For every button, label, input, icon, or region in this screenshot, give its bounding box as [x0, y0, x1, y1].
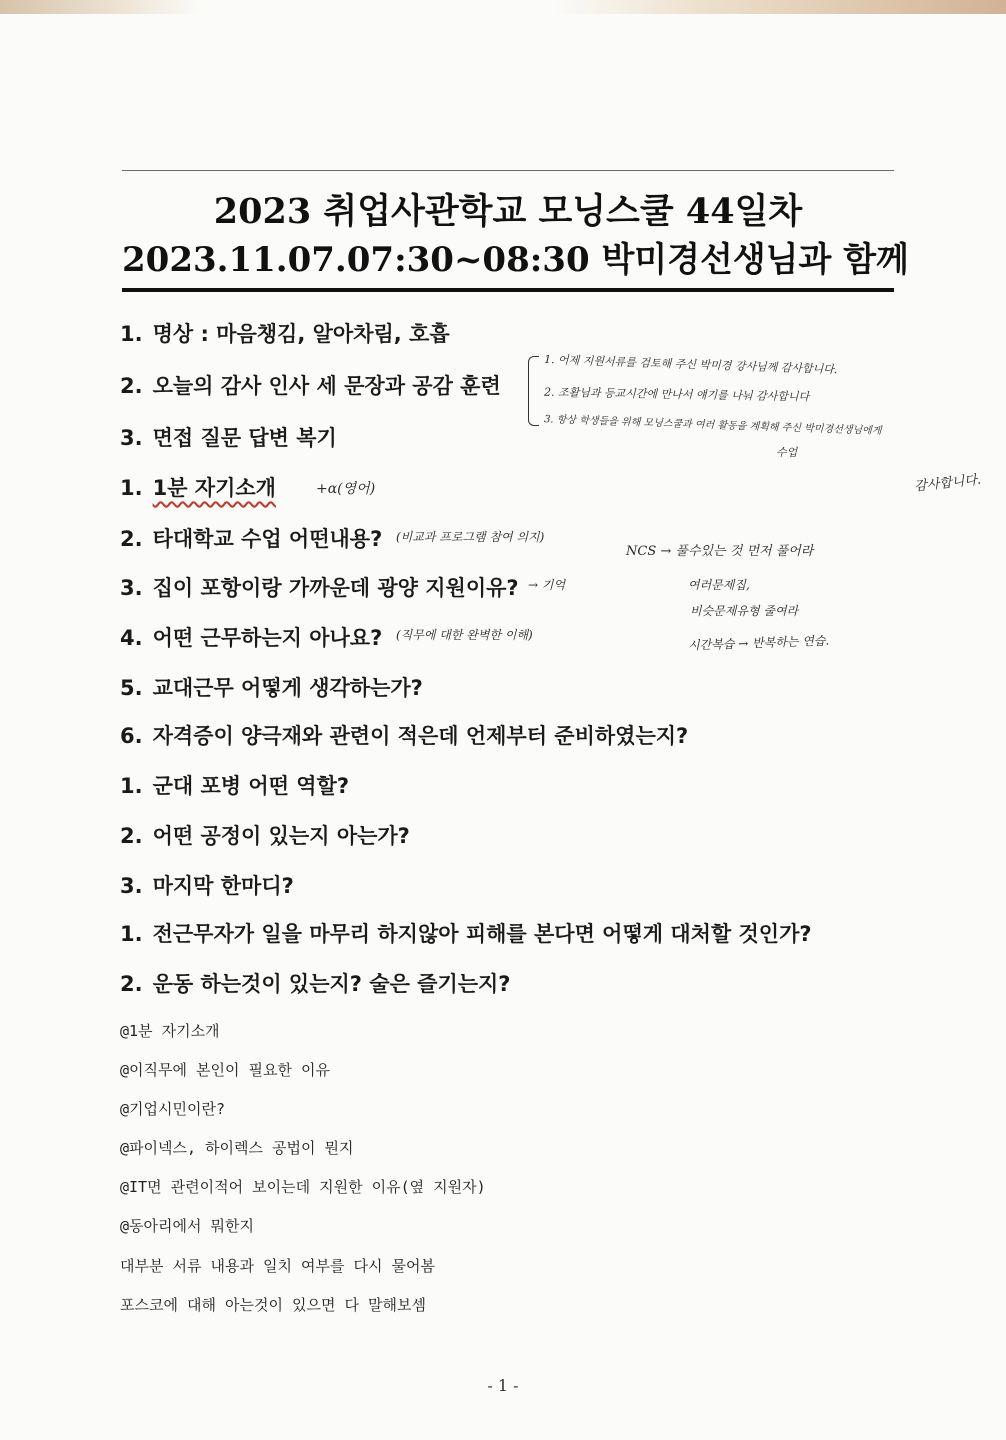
handwritten-brace — [528, 356, 539, 426]
handwritten-ncs-3: 비슷문제유형 줄여라 — [690, 604, 799, 618]
header-bottom-rule — [122, 288, 894, 292]
question-item: 2. 타대학교 수업 어떤내용? — [120, 527, 383, 551]
header-top-rule — [122, 170, 894, 171]
paper-edge-shadow — [0, 0, 1006, 14]
question-item: 1. 군대 포병 어떤 역할? — [120, 774, 349, 798]
note-line: 대부분 서류 내용과 일치 여부를 다시 물어봄 — [120, 1257, 436, 1275]
question-item: 4. 어떤 근무하는지 아나요? — [120, 626, 383, 650]
document-subtitle: 2023.11.07.07:30~08:30 박미경선생님과 함께 — [122, 240, 909, 280]
question-item: 6. 자격증이 양극재와 관련이 적은데 언제부터 준비하였는지? — [120, 724, 689, 748]
page-number: - 1 - — [487, 1376, 519, 1395]
handwritten-gratitude-2: 2. 조활님과 등교시간에 만나서 얘기를 나눠 감사합니다 — [543, 385, 810, 404]
handwritten-note-q2: (비교과 프로그램 참여 의지) — [396, 530, 545, 544]
question-item: 5. 교대근무 어떻게 생각하는가? — [120, 676, 423, 700]
question-item: 3. 집이 포항이랑 가까운데 광양 지원이유? — [120, 576, 519, 600]
handwritten-gratitude-1: 1. 어제 지원서류를 검토해 주신 박미경 강사님께 감사합니다. — [543, 352, 838, 377]
question-item: 2. 어떤 공정이 있는지 아는가? — [120, 824, 410, 848]
handwritten-ncs-2: 여러문제집, — [688, 578, 750, 592]
handwritten-note-q4: (직무에 대한 완벽한 이해) — [396, 628, 533, 642]
handwritten-ncs-1: NCS → 풀수있는 것 먼저 풀어라 — [626, 544, 814, 559]
handwritten-ncs-4: 시간복습 → 반복하는 연습. — [687, 633, 830, 653]
note-line: @기업시민이란? — [120, 1100, 226, 1118]
handwritten-self-intro-note: +α(영어) — [316, 481, 376, 497]
question-item: 3. 마지막 한마디? — [120, 874, 294, 898]
note-line: @이직무에 본인이 필요한 이유 — [120, 1061, 331, 1079]
question-item: 1. 전근무자가 일을 마무리 하지않아 피해를 본다면 어떻게 대처할 것인가? — [120, 922, 812, 946]
handwritten-gratitude-3: 3. 항상 학생들을 위해 모닝스쿨과 여러 활동을 계획해 주신 박미경선생님에게 — [543, 414, 882, 437]
agenda-item-gratitude: 2. 오늘의 감사 인사 세 문장과 공감 훈련 — [120, 374, 501, 398]
agenda-item-interview-review: 3. 면접 질문 답변 복기 — [120, 426, 337, 450]
document-title: 2023 취업사관학교 모닝스쿨 44일차 — [213, 191, 803, 232]
handwritten-note-q3: → 기억 — [528, 578, 566, 592]
handwritten-gratitude-3-insert: 수업 — [776, 446, 798, 459]
agenda-item-meditation: 1. 명상 : 마음챙김, 알아차림, 호흡 — [120, 322, 450, 346]
note-line: @IT면 관련이적어 보이는데 지원한 이유(옆 지원자) — [120, 1178, 486, 1196]
question-item: 1. 1분 자기소개 — [120, 476, 276, 500]
note-line: 포스코에 대해 아는것이 있으면 다 말해보셈 — [120, 1296, 426, 1314]
question-item: 2. 운동 하는것이 있는지? 술은 즐기는지? — [120, 972, 511, 996]
note-line: @1분 자기소개 — [120, 1022, 220, 1040]
handwritten-gratitude-3-end: 감사합니다. — [913, 472, 982, 495]
note-line: @파이넥스, 하이렉스 공법이 뭔지 — [120, 1139, 354, 1157]
note-line: @동아리에서 뭐한지 — [120, 1217, 254, 1235]
